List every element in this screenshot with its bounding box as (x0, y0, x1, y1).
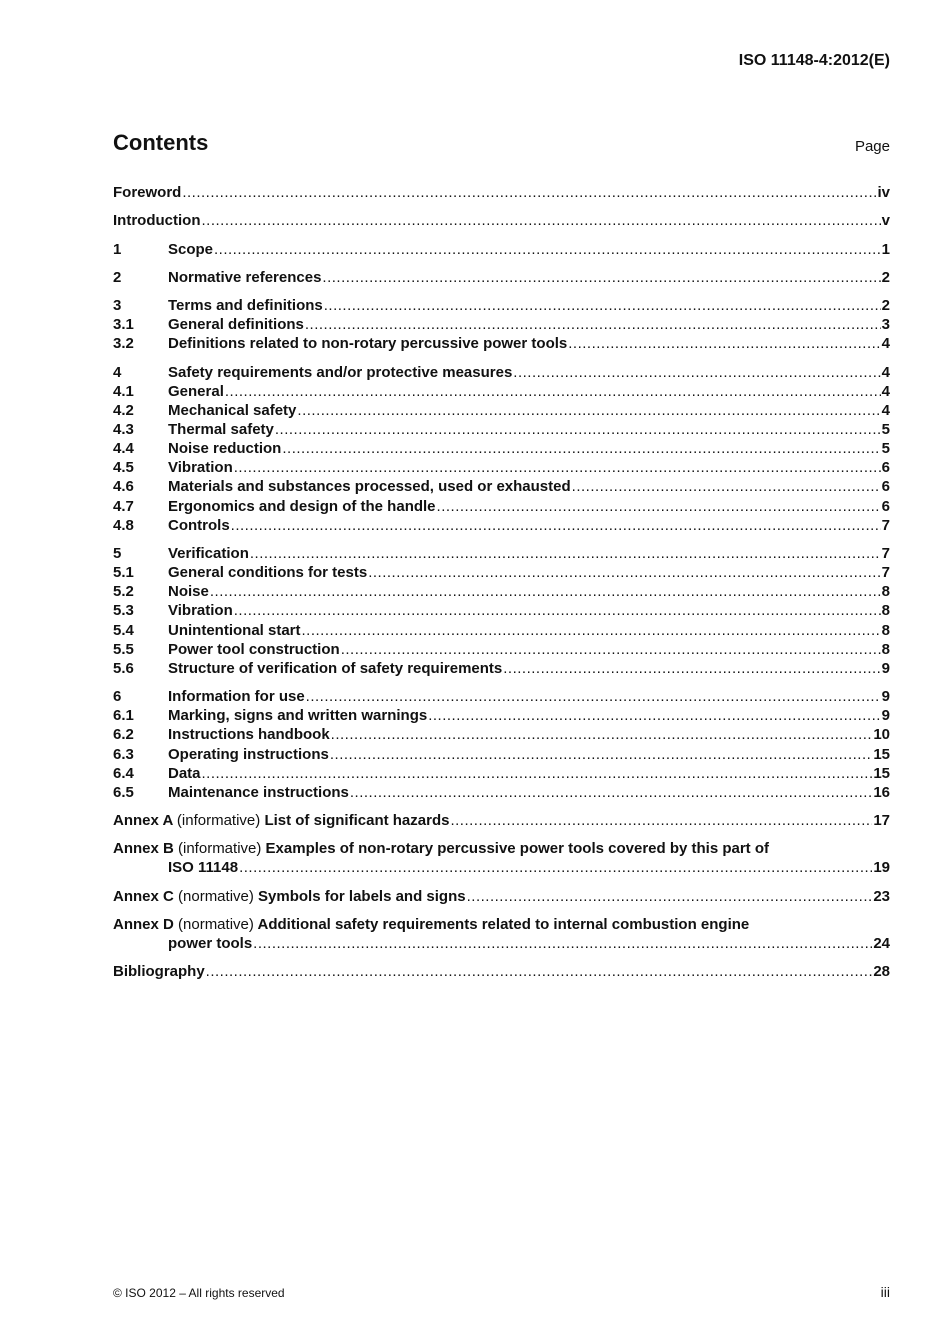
toc-title: Foreword (113, 184, 182, 201)
dot-leader (201, 211, 880, 230)
toc-page: 2 (881, 297, 890, 314)
toc-title: Bibliography (113, 963, 205, 980)
toc-number: 4.7 (113, 498, 134, 515)
dot-leader (206, 962, 873, 981)
toc-number: 3.2 (113, 335, 134, 352)
toc-title: Introduction (113, 212, 201, 229)
toc-number: 5.5 (113, 641, 134, 658)
annex-kind: (normative) (178, 916, 254, 933)
toc-entry-bibliography[interactable] (113, 962, 890, 981)
toc-number: 5.3 (113, 602, 134, 619)
dot-leader (330, 745, 872, 764)
toc-page: 4 (881, 402, 890, 419)
toc-page: 6 (881, 478, 890, 495)
dot-leader (568, 334, 880, 353)
toc-entry[interactable] (113, 401, 890, 420)
toc-entry[interactable] (113, 640, 890, 659)
toc-number: 1 (113, 241, 122, 258)
toc-number: 6.4 (113, 765, 134, 782)
annex-title (113, 839, 769, 858)
toc-page: 8 (881, 602, 890, 619)
toc-page: 6 (881, 459, 890, 476)
toc-page: 9 (881, 660, 890, 677)
toc-number: 6.1 (113, 707, 134, 724)
toc-number: 5 (113, 545, 122, 562)
toc-page: 4 (881, 383, 890, 400)
toc-page: 2 (881, 269, 890, 286)
dot-leader (234, 601, 881, 620)
annex-name-continued: ISO 11148 (168, 859, 239, 876)
toc-page: 10 (873, 726, 890, 743)
toc-number: 6 (113, 688, 122, 705)
toc-entry[interactable] (113, 659, 890, 678)
dot-leader (302, 621, 881, 640)
toc-entry[interactable] (113, 706, 890, 725)
toc-entry[interactable] (113, 601, 890, 620)
toc-title: General definitions (168, 316, 304, 333)
toc-page: 19 (873, 859, 890, 876)
toc-title: Vibration (168, 459, 233, 476)
dot-leader (250, 544, 881, 563)
dot-leader (234, 458, 881, 477)
annex-label: Annex B (113, 840, 174, 857)
page-number: iii (880, 1284, 890, 1300)
dot-leader (450, 811, 872, 830)
toc-page: 5 (881, 421, 890, 438)
dot-leader (239, 858, 872, 877)
toc-number: 5.2 (113, 583, 134, 600)
toc-number: 4 (113, 364, 122, 381)
dot-leader (231, 516, 881, 535)
dot-leader (324, 296, 881, 315)
toc-title: Information for use (168, 688, 305, 705)
toc-title: Noise reduction (168, 440, 282, 457)
toc-entry-annex-b-line2[interactable] (113, 858, 890, 877)
toc-entry-annex-d-line1[interactable] (113, 915, 890, 934)
toc-entry[interactable] (113, 458, 890, 477)
toc-number: 4.6 (113, 478, 134, 495)
toc-title: Materials and substances processed, used or exhausted (168, 478, 571, 495)
toc-title: General conditions for tests (168, 564, 368, 581)
toc-number: 3 (113, 297, 122, 314)
dot-leader (572, 477, 881, 496)
toc-page: 15 (873, 746, 890, 763)
annex-title (113, 887, 466, 906)
toc-number: 6.3 (113, 746, 134, 763)
dot-leader (202, 764, 873, 783)
annex-name: Additional safety requirements related to internal combustion engine (257, 916, 750, 933)
toc-page: 15 (873, 765, 890, 782)
toc-page: 17 (873, 812, 890, 829)
toc-entry[interactable] (113, 725, 890, 744)
annex-label: Annex C (113, 888, 174, 905)
toc-title: Instructions handbook (168, 726, 330, 743)
dot-leader (513, 363, 880, 382)
toc-page: 5 (881, 440, 890, 457)
toc-entry[interactable] (113, 687, 890, 706)
toc-page: 9 (881, 688, 890, 705)
toc-entry-annex-d-line2[interactable] (113, 934, 890, 953)
toc-entry[interactable] (113, 420, 890, 439)
toc-page: 8 (881, 583, 890, 600)
toc-entry[interactable] (113, 477, 890, 496)
toc-entry[interactable] (113, 497, 890, 516)
toc-page: 16 (873, 784, 890, 801)
toc-title: Scope (168, 241, 214, 258)
toc-page: 7 (881, 517, 890, 534)
dot-leader (331, 725, 873, 744)
annex-title (113, 811, 449, 830)
annex-name: Symbols for labels and signs (258, 888, 466, 905)
toc-entry[interactable] (113, 439, 890, 458)
toc-page: 9 (881, 707, 890, 724)
toc-title: Thermal safety (168, 421, 274, 438)
dot-leader (214, 240, 881, 259)
toc-page: 7 (881, 545, 890, 562)
toc-number: 5.4 (113, 622, 134, 639)
toc-title: Marking, signs and written warnings (168, 707, 428, 724)
dot-leader (467, 887, 873, 906)
toc-page: 1 (881, 241, 890, 258)
toc-entry[interactable] (113, 621, 890, 640)
toc-page: 8 (881, 641, 890, 658)
dot-leader (225, 382, 881, 401)
toc-title: Unintentional start (168, 622, 301, 639)
annex-name: List of significant hazards (264, 812, 450, 829)
annex-label: Annex A (113, 812, 173, 829)
annex-kind: (normative) (178, 888, 254, 905)
toc-title: Data (168, 765, 201, 782)
toc-entry[interactable] (113, 296, 890, 315)
toc-title: Ergonomics and design of the handle (168, 498, 436, 515)
toc-entry[interactable] (113, 764, 890, 783)
toc-entry-annex-b-line1[interactable] (113, 839, 890, 858)
toc-title: Operating instructions (168, 746, 329, 763)
toc-title: Power tool construction (168, 641, 340, 658)
dot-leader (253, 934, 872, 953)
copyright-notice: © ISO 2012 – All rights reserved (113, 1286, 285, 1300)
toc-entry-annex-c[interactable] (113, 887, 890, 906)
toc-entry[interactable] (113, 315, 890, 334)
toc-entry-foreword[interactable] (113, 183, 890, 202)
toc-entry[interactable] (113, 363, 890, 382)
toc-entry[interactable] (113, 382, 890, 401)
toc-entry-annex-a[interactable] (113, 811, 890, 830)
toc-entry[interactable] (113, 334, 890, 353)
contents-heading: Contents (113, 130, 209, 155)
dot-leader (297, 401, 880, 420)
toc-number: 6.2 (113, 726, 134, 743)
dot-leader (341, 640, 881, 659)
annex-title (113, 915, 749, 934)
toc-page: 23 (873, 888, 890, 905)
document-id: ISO 11148-4:2012(E) (738, 52, 890, 69)
toc-number: 4.4 (113, 440, 134, 457)
dot-leader (368, 563, 880, 582)
toc-page: 4 (881, 364, 890, 381)
toc-entry[interactable] (113, 268, 890, 287)
toc-entry[interactable] (113, 544, 890, 563)
toc-title: General (168, 383, 224, 400)
toc-title: Terms and definitions (168, 297, 323, 314)
toc-number: 6.5 (113, 784, 134, 801)
toc-title: Vibration (168, 602, 233, 619)
toc-number: 4.8 (113, 517, 134, 534)
toc-page: 4 (881, 335, 890, 352)
toc-number: 5.6 (113, 660, 134, 677)
page-column-label: Page (854, 138, 890, 155)
dot-leader (282, 439, 880, 458)
dot-leader (322, 268, 880, 287)
toc-number: 4.3 (113, 421, 134, 438)
toc-page: 3 (881, 316, 890, 333)
toc-page: 24 (873, 935, 890, 952)
toc-number: 4.5 (113, 459, 134, 476)
toc-entry-introduction[interactable] (113, 211, 890, 230)
toc-number: 5.1 (113, 564, 134, 581)
toc-page: 8 (881, 622, 890, 639)
annex-kind: (informative) (178, 840, 262, 857)
toc-title: Safety requirements and/or protective measures (168, 364, 513, 381)
dot-leader (182, 183, 876, 202)
toc-title: Maintenance instructions (168, 784, 349, 801)
dot-leader (275, 420, 881, 439)
annex-name: Examples of non-rotary percussive power tools covered by this part of (265, 840, 770, 857)
toc-entry[interactable] (113, 563, 890, 582)
toc-number: 3.1 (113, 316, 134, 333)
toc-page: 7 (881, 564, 890, 581)
toc-page: 6 (881, 498, 890, 515)
dot-leader (306, 687, 881, 706)
toc-title: Mechanical safety (168, 402, 297, 419)
toc-number: 4.1 (113, 383, 134, 400)
toc-title: Noise (168, 583, 209, 600)
toc-title: Definitions related to non-rotary percussive power tools (168, 335, 568, 352)
annex-kind: (informative) (176, 812, 261, 829)
toc-entry[interactable] (113, 240, 890, 259)
toc-page: 28 (873, 963, 890, 980)
toc-title: Controls (168, 517, 230, 534)
annex-name-continued: power tools (168, 935, 253, 952)
toc-entry[interactable] (113, 582, 890, 601)
annex-label: Annex D (113, 916, 174, 933)
toc-title: Structure of verification of safety requirements (168, 660, 503, 677)
toc-entry[interactable] (113, 516, 890, 535)
dot-leader (305, 315, 881, 334)
dot-leader (210, 582, 881, 601)
toc-page: iv (877, 184, 890, 201)
toc-entry[interactable] (113, 783, 890, 802)
dot-leader (503, 659, 880, 678)
toc-number: 4.2 (113, 402, 134, 419)
toc-title: Normative references (168, 269, 322, 286)
toc-title: Verification (168, 545, 249, 562)
dot-leader (350, 783, 872, 802)
dot-leader (428, 706, 880, 725)
dot-leader (437, 497, 881, 516)
toc-page: v (881, 212, 890, 229)
toc-entry[interactable] (113, 745, 890, 764)
toc-number: 2 (113, 269, 122, 286)
